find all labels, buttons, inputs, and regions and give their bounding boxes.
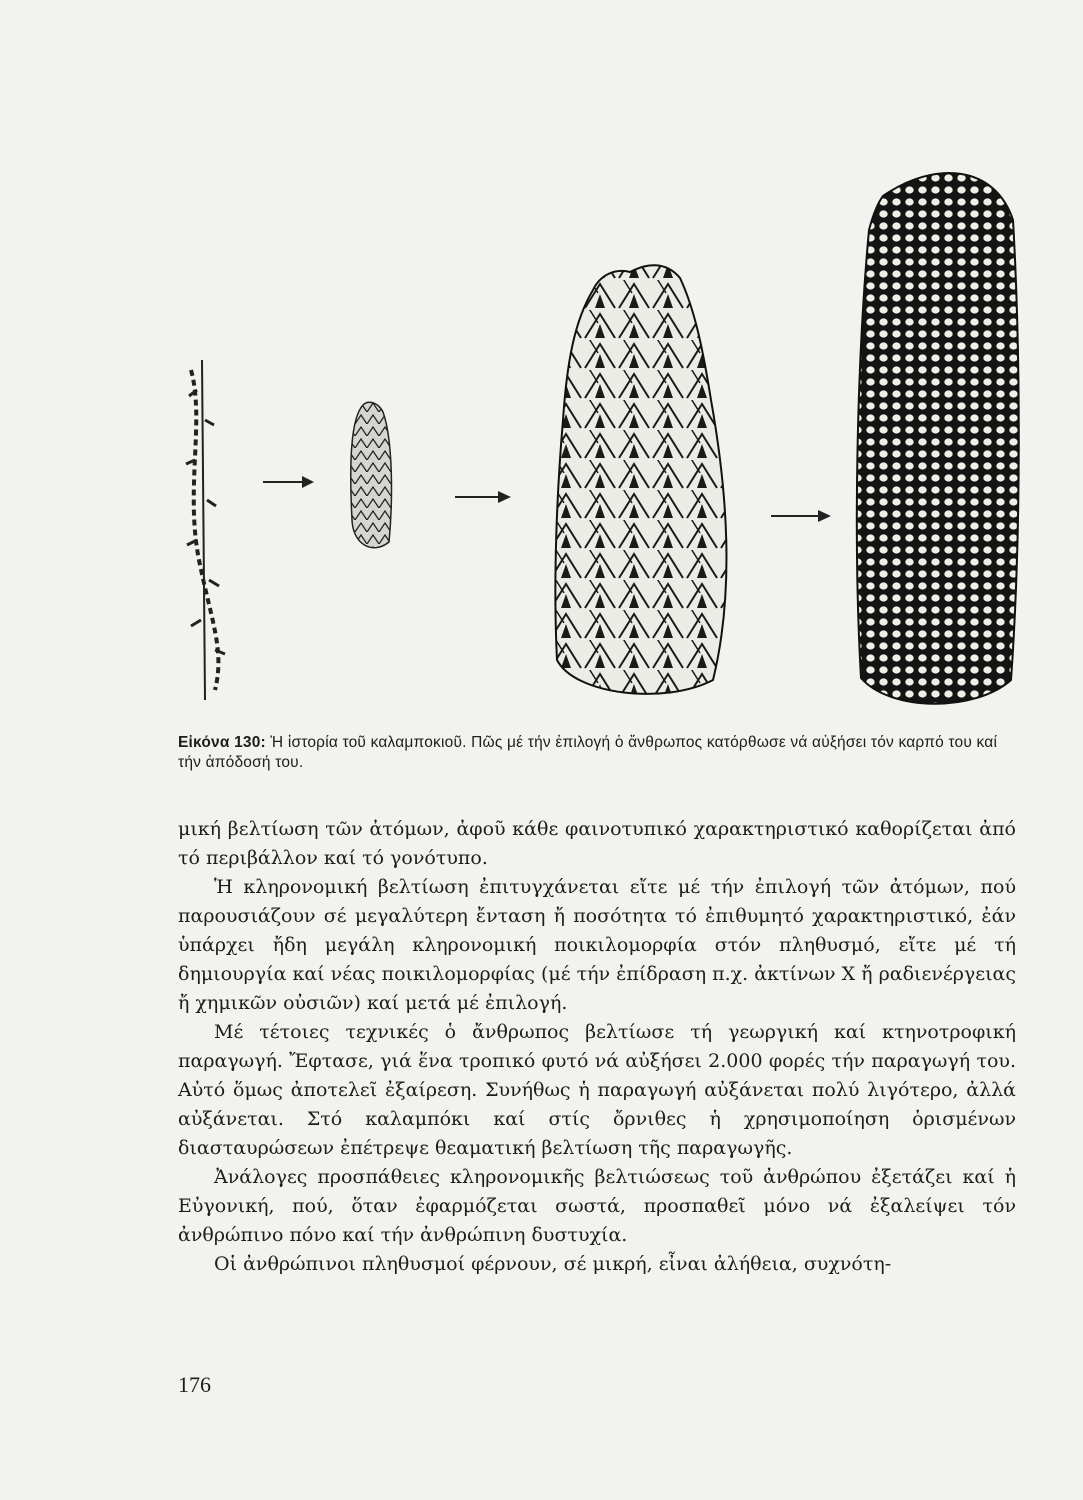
figure-caption <box>178 733 1018 773</box>
body-text <box>178 815 1016 1279</box>
small-cob-icon <box>351 402 392 547</box>
paragraph: Ἀνάλογες προσπάθειες κληρονομικῆς βελτιώσεως τοῦ ἀνθρώπου ἐξετάζει καί ἡ Εὐγονική, πού, ὅταν ἐφαρμόζεται σωστά, προσπαθεῖ μόνο νά ἐξαλείψει τόν ἀνθρώπινο πόνο καί τήν ἀνθρώπινη δυστυχία. <box>178 1166 1016 1246</box>
figure-caption-text: Ἡ ἱστορία τοῦ καλαμποκιοῦ. Πῶς μέ τήν ἐπιλογή ὁ ἄνθρωπος κατόρθωσε νά αὐξήσει τόν καρπό του καί τήν ἀπόδοσή του. <box>178 734 998 771</box>
figure-label: Εἰκόνα 130: <box>178 734 266 751</box>
arrow-right-icon <box>771 510 831 522</box>
paragraph: μική βελτίωση τῶν ἀτόμων, ἀφοῦ κάθε φαινοτυπικό χαρακτηριστικό καθορίζεται ἀπό τό περιβάλλον καί τό γονότυπο. <box>178 818 1016 869</box>
wild-grass-spike-icon <box>186 360 225 700</box>
page-number: 176 <box>178 1372 211 1397</box>
modern-corn-cob-icon <box>857 173 1019 704</box>
paragraph: Ἡ κληρονομική βελτίωση ἐπιτυγχάνεται εἴτε μέ τήν ἐπιλογή τῶν ἀτόμων, πού παρουσιάζουν σέ μεγαλύτερη ἔνταση ἤ ποσότητα τό ἐπιθυμητό χαρακτηριστικό, ἐάν ὑπάρχει ἤδη μεγάλη κληρονομική ποικιλομορφία στόν πληθυσμό, εἴτε μέ τή δημιουργία καί νέας ποικιλομορφίας (μέ τήν ἐπίδραση π.χ. ἀκτίνων Χ ἤ ραδιενέργειας ἤ χημικῶν οὐσιῶν) καί μετά μέ ἐπιλογή. <box>178 876 1016 1014</box>
arrow-right-icon <box>455 491 511 503</box>
arrow-right-icon <box>263 476 314 488</box>
husked-cob-icon <box>555 265 726 694</box>
corn-evolution-figure <box>175 160 1035 720</box>
paragraph: Οἱ ἀνθρώπινοι πληθυσμοί φέρνουν, σέ μικρή, εἶναι ἀλήθεια, συχνότη- <box>214 1253 892 1275</box>
paragraph: Μέ τέτοιες τεχνικές ὁ ἄνθρωπος βελτίωσε τή γεωργική καί κτηνοτροφική παραγωγή. Ἔφτασε, γιά ἕνα τροπικό φυτό νά αὐξήσει 2.000 φορές τήν παραγωγή του. Αὐτό ὅμως ἀποτελεῖ ἐξαίρεση. Συνήθως ἡ παραγωγή αὐξάνεται πολύ λιγότερο, ἀλλά αὐξάνεται. Στό καλαμπόκι καί στίς ὄρνιθες ἡ χρησιμοποίηση ὁρισμένων διασταυρώσεων ἐπέτρεψε θεαματική βελτίωση τῆς παραγωγῆς. <box>178 1021 1016 1159</box>
